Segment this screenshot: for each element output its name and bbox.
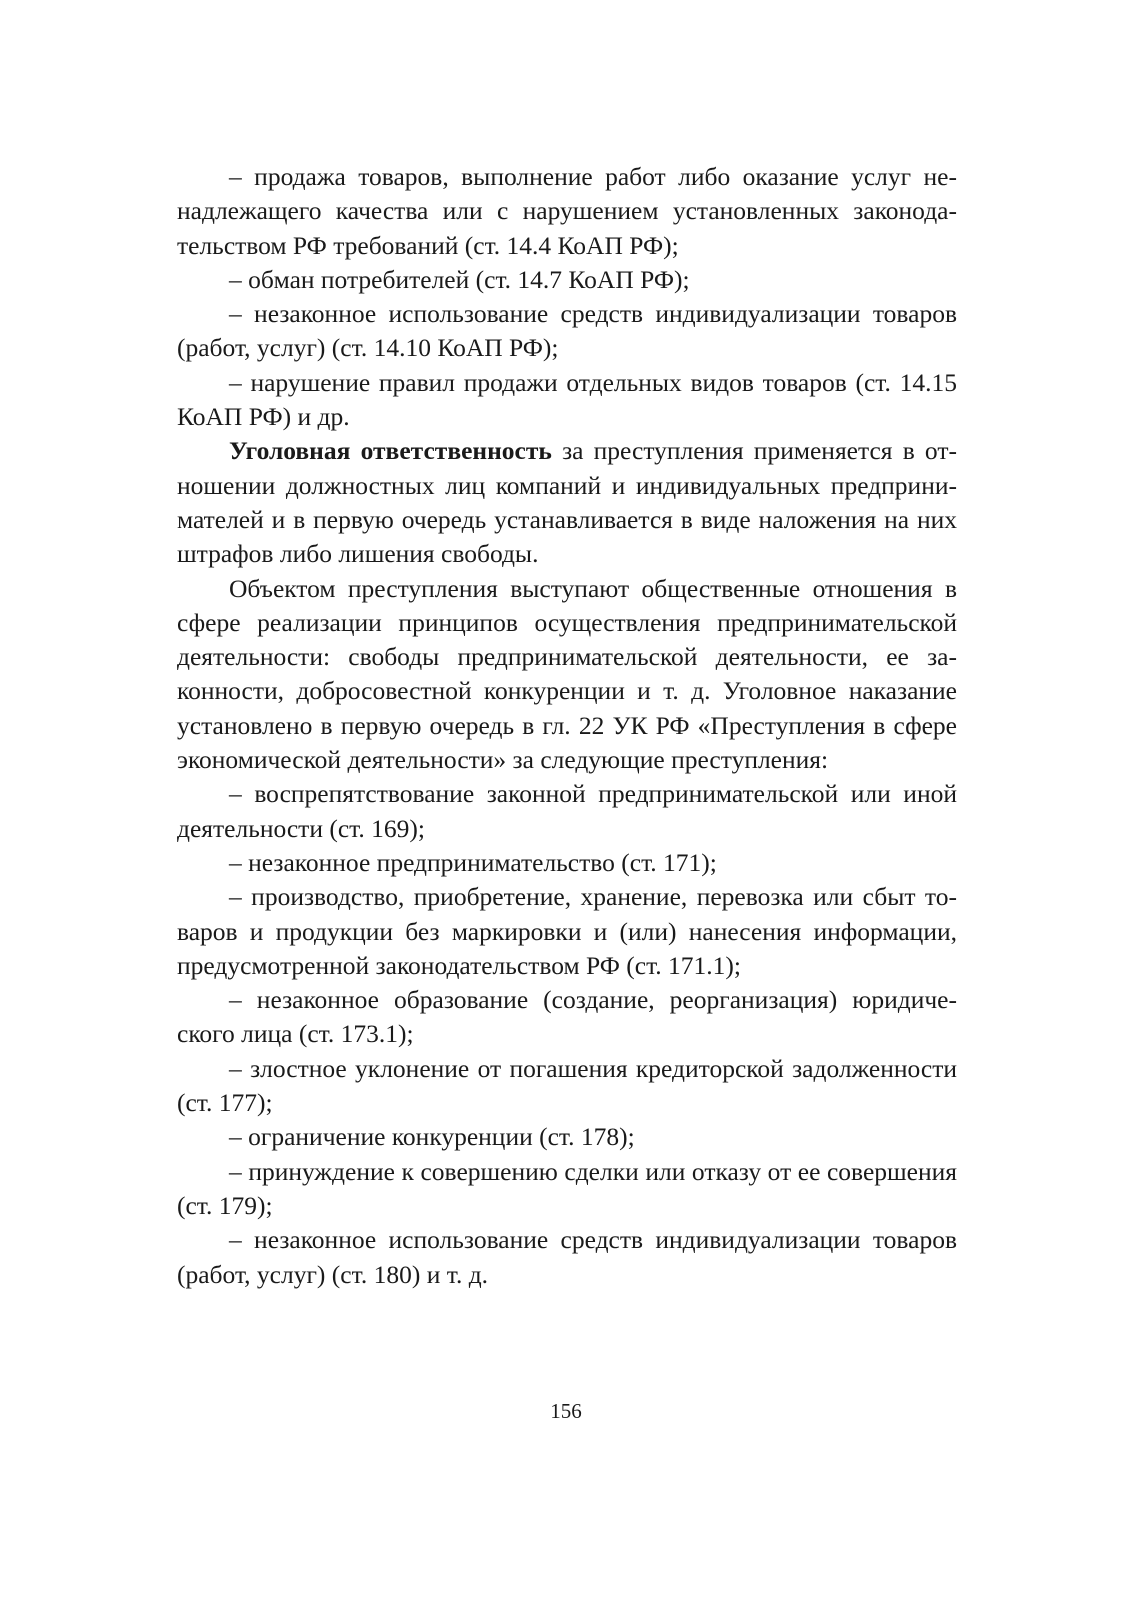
list-item: – нарушение правил продажи отдельных видов товаров (ст. 14.15 КоАП РФ) и др. [177, 367, 957, 432]
criminal-liability-text: за преступления применяется в отношении должностных лиц компаний и индивидуальных предпринимателей и в первую очередь устанавливается в виде наложения на них штрафов либо лишения свободы. [177, 436, 957, 569]
list-item: – принуждение к совершению сделки или отказу от ее совершения (ст. 179); [177, 1156, 957, 1220]
criminal-liability-paragraph [177, 434, 957, 571]
page-number: 156 [550, 1399, 582, 1423]
criminal-liability-term: Уголовная ответственность [229, 436, 552, 466]
list-item: – воспрепятствование законной предпринимательской или иной деятельности (ст. 169); [177, 779, 957, 843]
list-item: – незаконное образование (создание, реорганизация) юридического лица (ст. 173.1); [177, 985, 957, 1049]
list-item: – производство, приобретение, хранение, перевозка или сбыт товаров и продукции без маркировки и (или) нанесения информации, предусмотренной законодательством РФ (ст. 171.1); [177, 882, 957, 980]
list-item: – незаконное предпринимательство (ст. 171); [229, 847, 717, 877]
list-item: – незаконное использование средств индивидуализации товаров (работ, услуг) (ст. 180) и т. д. [177, 1225, 957, 1289]
list-item: – незаконное использование средств индивидуализации товаров (работ, услуг) (ст. 14.10 КоАП РФ); [177, 299, 957, 363]
list-item: – ограничение конкуренции (ст. 178); [229, 1122, 635, 1152]
list-item: – продажа товаров, выполнение работ либо оказание услуг ненадлежащего качества или с нарушением установленных законодательством РФ требований (ст. 14.4 КоАП РФ); [177, 162, 957, 260]
object-paragraph: Объектом преступления выступают общественные отношения в сфере реализации принципов осуществления предпринимательской деятельности: свободы предпринимательской деятельности, ее законности, добросовестной конкуренции и т. д. Уголовное наказание установлено в первую очередь в гл. 22 УК РФ «Преступления в сфере экономической деятельности» за следующие преступления: [177, 573, 957, 775]
list-item: – злостное уклонение от погашения кредиторской задолженности (ст. 177); [177, 1053, 957, 1118]
page-body [177, 160, 957, 1292]
list-item: – обман потребителей (ст. 14.7 КоАП РФ); [229, 264, 690, 294]
